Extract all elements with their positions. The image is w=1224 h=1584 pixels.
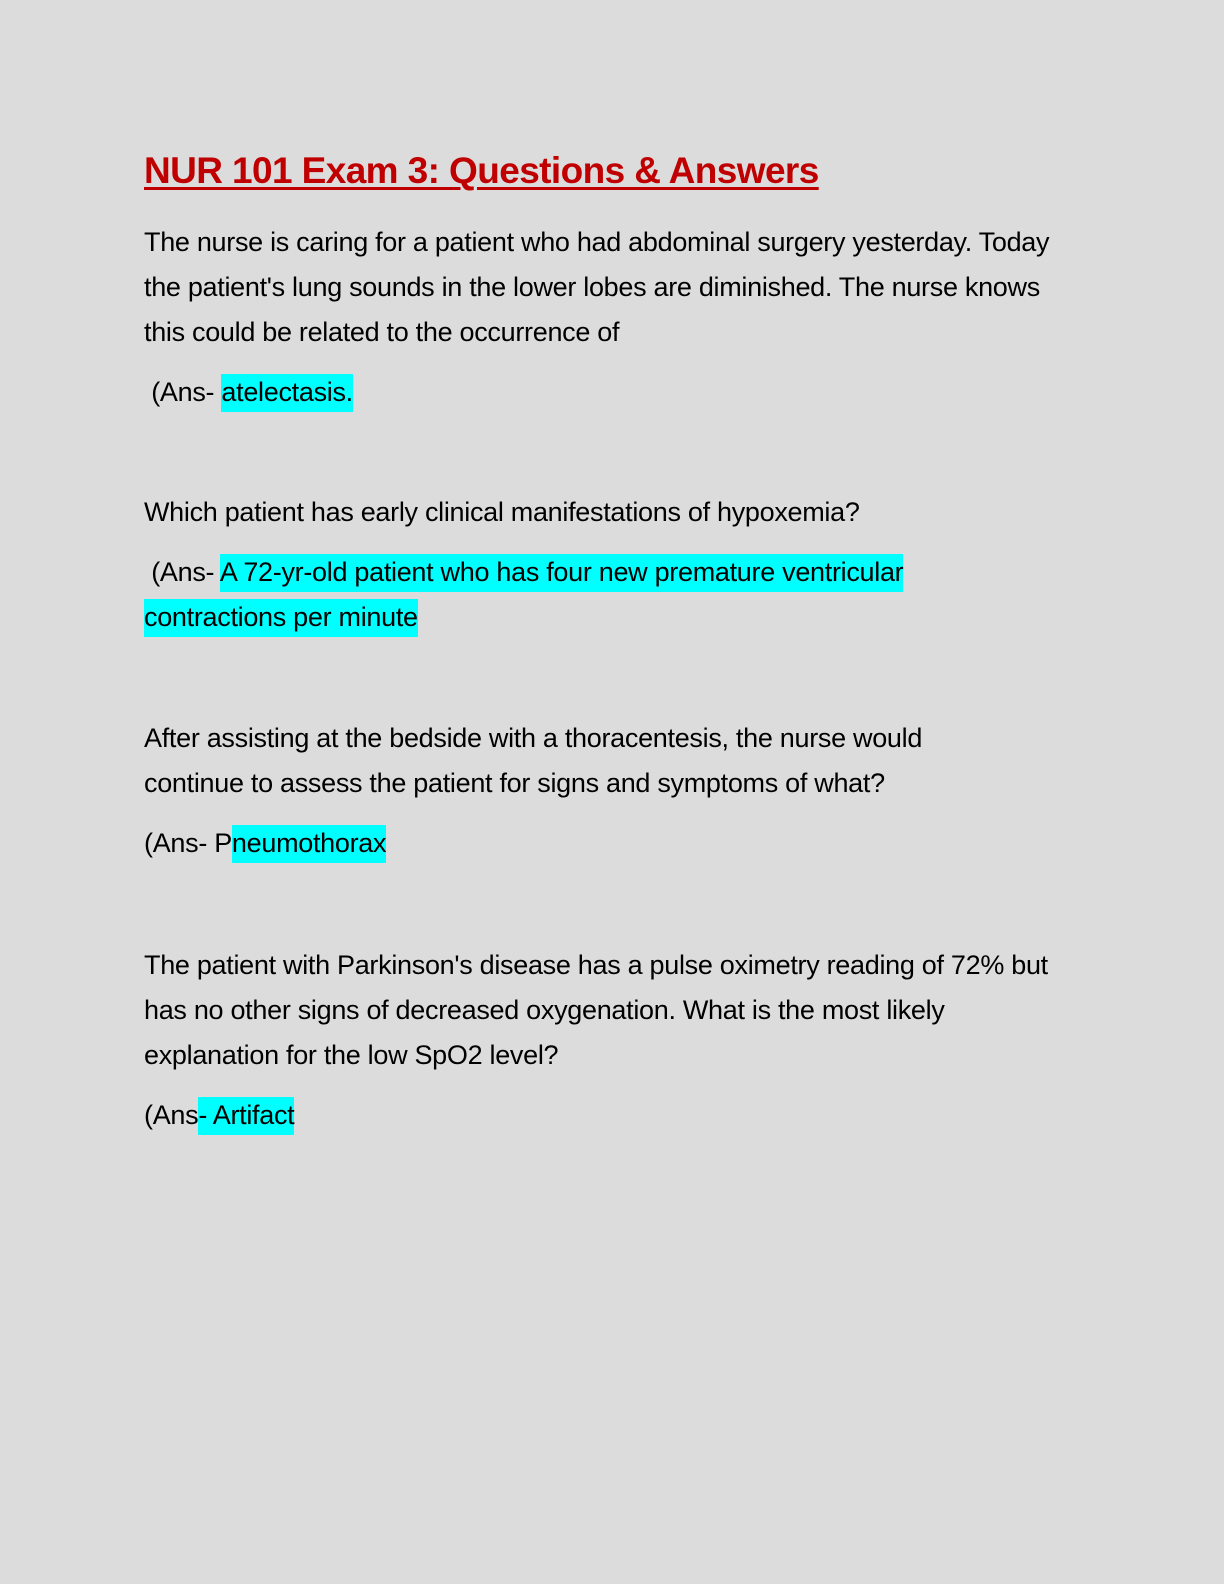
answer-prefix: (Ans- [144,377,222,407]
question-text: The nurse is caring for a patient who had abdominal surgery yesterday. Today the patient's lung sounds in the lower lobes are diminished. The nurse knows this could be related to the occurrence of [144,227,1050,347]
answer-prefix: (Ans- P [144,828,232,858]
answer-highlight: A 72-yr-old patient who has four new premature ventricular contractions per minute [144,554,903,637]
answer-prefix: (Ans- [144,557,220,587]
question-text: Which patient has early clinical manifestations of hypoxemia? [144,497,860,527]
qa-item-3 [144,716,1084,866]
answer-prefix: (Ans [144,1100,199,1130]
question-text: The patient with Parkinson's disease has a pulse oximetry reading of 72% but has no other signs of decreased oxygenation. What is the most likely explanation for the low SpO2 level? [144,950,1048,1070]
qa-item-1 [144,220,1084,415]
answer-text [144,370,1084,415]
answer-highlight: - Artifact [198,1097,294,1135]
answer-highlight: atelectasis. [221,374,352,412]
qa-item-4 [144,943,1084,1138]
answer-text [144,821,1084,866]
document-page [144,146,1084,1130]
document-title: NUR 101 Exam 3: Questions & Answers [144,150,819,191]
answer-text [144,550,1014,640]
answer-highlight: neumothorax [232,825,386,863]
question-text: After assisting at the bedside with a thoracentesis, the nurse would continue to assess the patient for signs and symptoms of what? [144,723,923,798]
qa-item-2 [144,490,1084,640]
answer-text [144,1093,1084,1138]
